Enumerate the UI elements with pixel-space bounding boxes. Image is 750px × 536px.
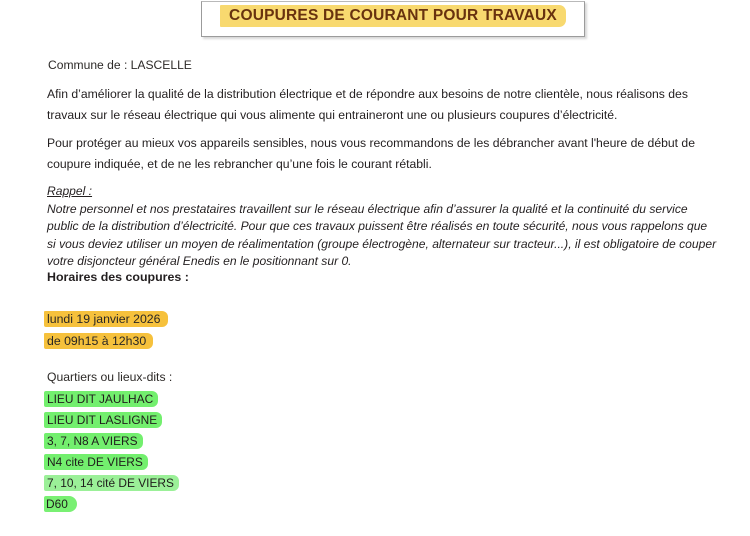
location-name: 3, 7, N8 A VIERS	[44, 433, 143, 449]
schedule-block	[44, 308, 168, 352]
list-item	[44, 473, 179, 494]
rappel-block	[47, 183, 719, 271]
schedule-date-line	[44, 308, 168, 330]
list-item	[44, 410, 179, 431]
schedule-time-line	[44, 330, 168, 352]
location-name: 7, 10, 14 cité DE VIERS	[44, 475, 179, 491]
rappel-text: Notre personnel et nos prestataires travaillent sur le réseau électrique afin d’assurer la qualité et la continuité du service public de la distribution d’électricité. Pour que ces travaux puissent être réalisés en toute sécurité, nous vous rappelons que si vous deviez utiliser un moyen de réalimentation (groupe électrogène, alternateur sur tracteur...), il est obligatoire de couper votre disjoncteur général Enedis en le positionnant sur 0.	[47, 201, 717, 269]
list-item	[44, 452, 179, 473]
document-title-box	[201, 1, 585, 37]
locations-list	[44, 389, 179, 515]
list-item	[44, 431, 179, 452]
location-name: LIEU DIT JAULHAC	[44, 391, 158, 407]
schedule-date: lundi 19 janvier 2026	[44, 311, 168, 327]
list-item	[44, 389, 179, 410]
location-name: N4 cite DE VIERS	[44, 454, 148, 470]
locations-label: Quartiers ou lieux-dits :	[47, 370, 173, 384]
intro-paragraph: Afin d’améliorer la qualité de la distribution électrique et de répondre aux besoins de notre clientèle, nous réalisons des travaux sur le réseau électrique qui vous alimente qui entraineront une ou plusieurs coupures d’électricité.	[47, 87, 688, 122]
schedule-heading: Horaires des coupures :	[47, 270, 189, 284]
list-item	[44, 494, 179, 515]
rappel-label: Rappel :	[47, 184, 93, 198]
commune-line: Commune de : LASCELLE	[48, 58, 192, 72]
location-name: D60	[44, 496, 77, 512]
schedule-time-range: de 09h15 à 12h30	[44, 333, 153, 349]
advice-paragraph: Pour protéger au mieux vos appareils sensibles, nous vous recommandons de les débrancher avant l'heure de début de coupure indiquée, et de ne les rebrancher qu’une fois le courant rétabli.	[47, 136, 695, 171]
location-name: LIEU DIT LASLIGNE	[44, 412, 162, 428]
document-title: COUPURES DE COURANT POUR TRAVAUX	[220, 5, 566, 27]
